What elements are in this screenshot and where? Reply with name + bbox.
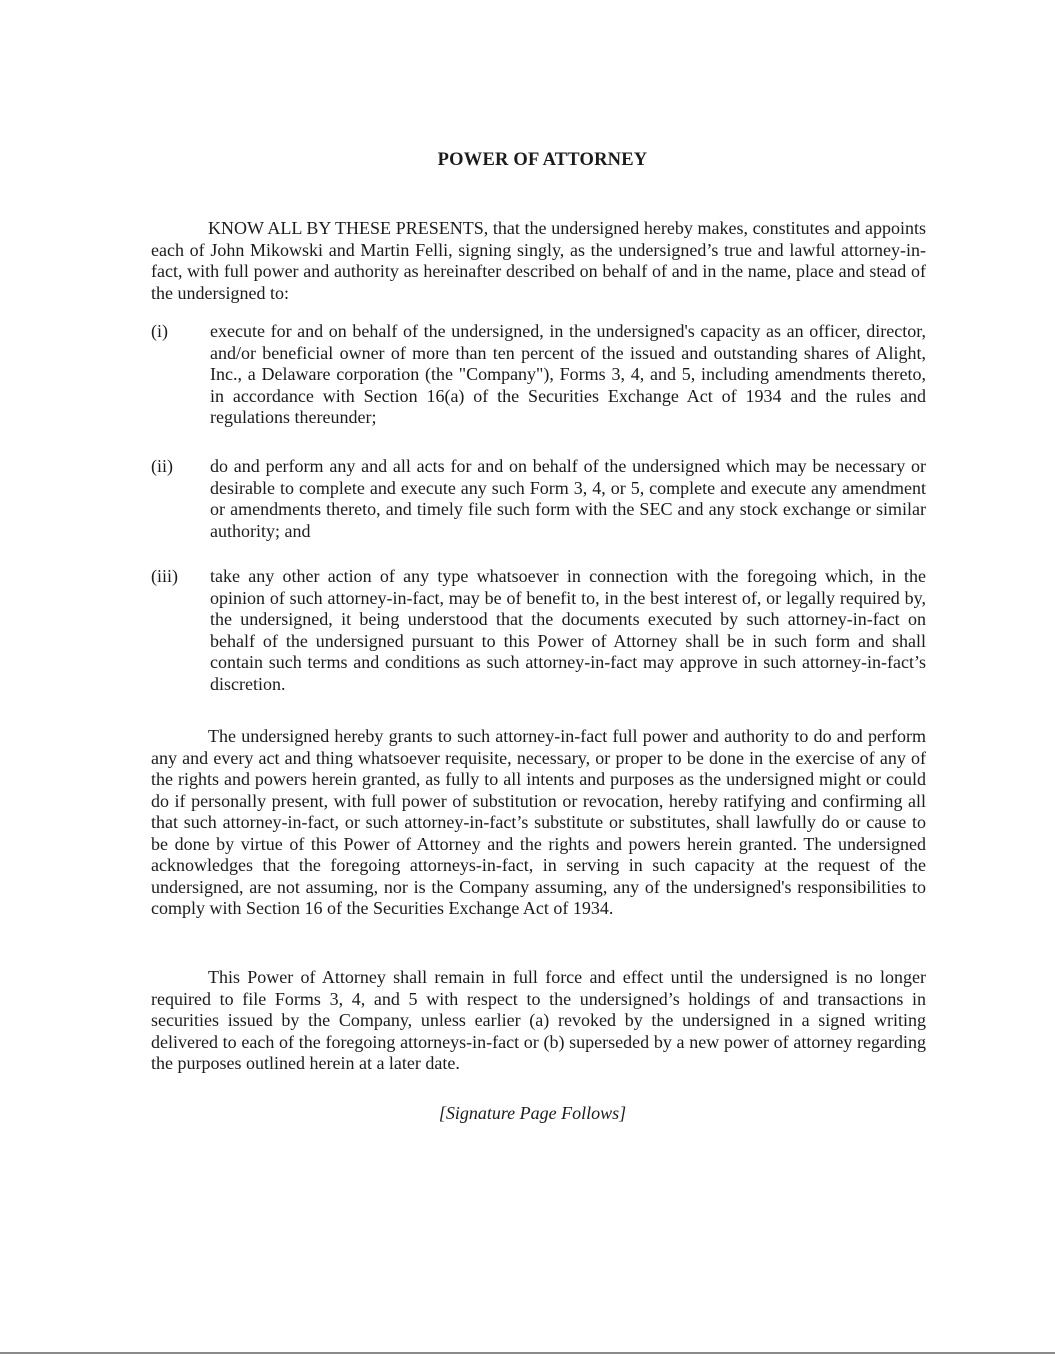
intro-paragraph: KNOW ALL BY THESE PRESENTS, that the undersigned hereby makes, constitutes and appoints each of John Mikowski and Martin Felli, signing singly, as the undersigned’s true and lawful attorney-in-fact, with full power and authority as hereinafter described on behalf of and in the name, place and stead of the undersigned to:	[151, 218, 926, 303]
list-item-text: execute for and on behalf of the undersigned, in the undersigned's capacity as an officer, director, and/or beneficial owner of more than ten percent of the issued and outstanding shares of Alight, Inc., a Delaware corporation (the "Company"), Forms 3, 4, and 5, including amendments thereto, in accordance with Section 16(a) of the Securities Exchange Act of 1934 and the rules and regulations thereunder;	[210, 321, 926, 427]
list-item-number: (ii)	[151, 456, 173, 476]
duration-paragraph: This Power of Attorney shall remain in full force and effect until the undersigned is no longer required to file Forms 3, 4, and 5 with respect to the undersigned’s holdings of and transactions in securities issued by the Company, unless earlier (a) revoked by the undersigned in a signed writing delivered to each of the foregoing attorneys-in-fact or (b) superseded by a new power of attorney regarding the purposes outlined herein at a later date.	[151, 967, 926, 1073]
signature-page-note: [Signature Page Follows]	[438, 1103, 627, 1123]
scan-edge-line	[0, 1352, 1055, 1354]
document-title: POWER OF ATTORNEY	[437, 150, 648, 170]
list-item-text: do and perform any and all acts for and on behalf of the undersigned which may be necessary or desirable to complete and execute any such Form 3, 4, or 5, complete and execute any amendment or amendments thereto, and timely file such form with the SEC and any stock exchange or similar authority; and	[210, 456, 926, 541]
grant-paragraph: The undersigned hereby grants to such attorney-in-fact full power and authority to do and perform any and every act and thing whatsoever requisite, necessary, or proper to be done in the exercise of any of the rights and powers herein granted, as fully to all intents and purposes as the undersigned might or could do if personally present, with full power of substitution or revocation, hereby ratifying and confirming all that such attorney-in-fact, or such attorney-in-fact’s substitute or substitutes, shall lawfully do or cause to be done by virtue of this Power of Attorney and the rights and powers herein granted. The undersigned acknowledges that the foregoing attorneys-in-fact, in serving in such capacity at the request of the undersigned, are not assuming, nor is the Company assuming, any of the undersigned's responsibilities to comply with Section 16 of the Securities Exchange Act of 1934.	[151, 726, 926, 918]
list-item-number: (i)	[151, 321, 168, 341]
list-item-text: take any other action of any type whatsoever in connection with the foregoing which, in the opinion of such attorney-in-fact, may be of benefit to, in the best interest of, or legally required by, the undersigned, it being understood that the documents executed by such attorney-in-fact on behalf of the undersigned pursuant to this Power of Attorney shall be in such form and shall contain such terms and conditions as such attorney-in-fact may approve in such attorney-in-fact’s discretion.	[210, 566, 926, 694]
list-item-number: (iii)	[151, 566, 178, 586]
